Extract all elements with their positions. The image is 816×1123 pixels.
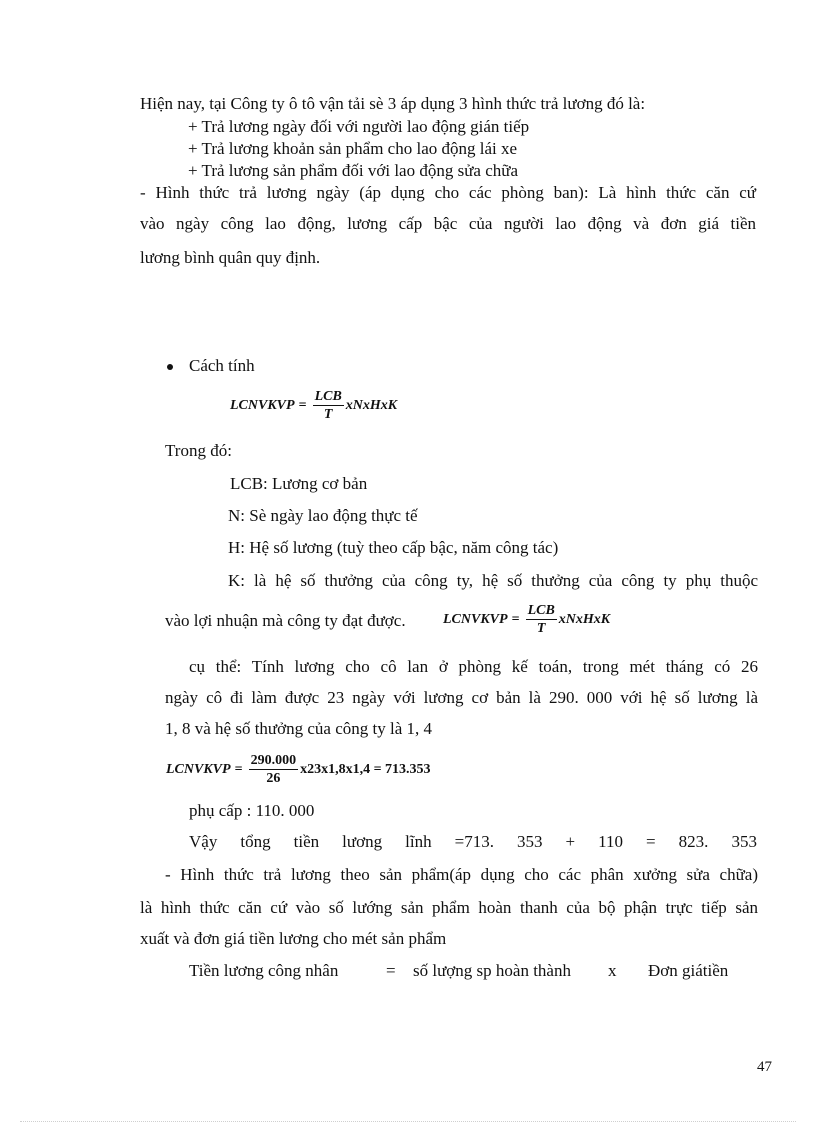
total-word: 353 — [516, 832, 543, 851]
definition-item: H: Hệ số lương (tuỳ theo cấp bậc, năm công tác) — [228, 538, 559, 557]
wage-equation-part: Tiền lương công nhân — [189, 961, 339, 980]
definition-continuation: vào lợi nhuận mà công ty đạt được. — [165, 611, 406, 630]
formula-lhs: LCNVKVP — [230, 397, 295, 413]
total-word: tiền — [293, 832, 320, 851]
bullet-icon — [167, 364, 173, 370]
list-item: + Trả lương ngày đối với người lao động gián tiếp — [188, 117, 530, 136]
total-word: 823. — [678, 832, 709, 851]
formula-equals: = — [298, 397, 307, 413]
total-word: + — [565, 832, 576, 851]
formula-denominator: 26 — [266, 771, 281, 786]
product-wage-line: - Hình thức trả lương theo sản phẩm(áp dụng cho các phân xưởng sửa chữa) — [165, 865, 758, 884]
intro-line: Hiện nay, tại Công ty ô tô vận tải sè 3 áp dụng 3 hình thức trả lương đó là: — [140, 94, 646, 113]
example-line: cụ thể: Tính lương cho cô lan ở phòng kế toán, trong mét tháng có 26 — [189, 657, 758, 676]
total-word: 110 — [598, 832, 624, 851]
formula-lhs: LCNVKVP — [166, 761, 231, 777]
formula-denominator: T — [536, 621, 546, 636]
definition-item: LCB: Lương cơ bản — [230, 474, 368, 493]
definition-item: K: là hệ số thưởng của công ty, hệ số thưởng của công ty phụ thuộc — [228, 571, 758, 590]
total-salary-line — [189, 831, 757, 853]
formula-rhs: x23x1,8x1,4 = 713.353 — [300, 761, 431, 777]
example-line: 1, 8 và hệ số thưởng của công ty là 1, 4 — [165, 719, 433, 738]
allowance-line: phụ cấp : 110. 000 — [189, 801, 315, 820]
total-word: =713. — [454, 832, 494, 851]
wage-equation-part: = — [386, 961, 396, 980]
total-word: 353 — [731, 832, 757, 851]
total-word: Vậy — [189, 832, 218, 851]
daily-wage-line: - Hình thức trả lương ngày (áp dụng cho các phòng ban): Là hình thức căn cứ — [140, 183, 756, 202]
list-item: + Trả lương khoản sản phẩm cho lao động lái xe — [188, 139, 518, 158]
product-wage-line: là hình thức căn cứ vào số lướng sản phẩm hoàn thanh của bộ phận trực tiếp sản — [140, 898, 758, 917]
example-formula — [166, 752, 431, 787]
daily-wage-line: vào ngày công lao động, lương cấp bậc của người lao động và đơn giá tiền — [140, 214, 756, 233]
page-number: 47 — [757, 1059, 772, 1075]
formula-rhs: xNxHxK — [558, 611, 611, 627]
definition-item: N: Sè ngày lao động thực tế — [228, 506, 418, 525]
example-line: ngày cô đi làm được 23 ngày với lương cơ bản là 290. 000 với hệ số lương là — [165, 688, 758, 707]
formula-rhs: xNxHxK — [345, 397, 398, 413]
formula-numerator: LCB — [314, 389, 342, 404]
formula-numerator: LCB — [527, 603, 555, 618]
total-word: = — [646, 832, 656, 851]
total-word: tổng — [240, 832, 271, 851]
where-label: Trong đó: — [165, 441, 232, 460]
wage-equation-part: Đơn giátiền — [648, 961, 729, 980]
formula-denominator: T — [323, 407, 333, 422]
product-wage-line: xuất và đơn giá tiền lương cho mét sản phẩm — [140, 929, 447, 948]
formula-equals: = — [511, 611, 520, 627]
wage-equation-part: x — [608, 961, 617, 980]
formula-lhs: LCNVKVP — [443, 611, 508, 627]
salary-formula — [230, 388, 397, 423]
list-item: + Trả lương sản phẩm đối với lao động sửa chữa — [188, 161, 519, 180]
salary-formula-inline — [443, 602, 610, 637]
wage-equation-part: số lượng sp hoàn thành — [413, 961, 571, 980]
footer-divider — [20, 1121, 796, 1122]
daily-wage-line: lương bình quân quy định. — [140, 248, 321, 267]
calc-bullet-label: Cách tính — [189, 356, 255, 375]
formula-equals: = — [234, 761, 243, 777]
total-word: lương — [342, 832, 383, 851]
total-word: lĩnh — [405, 832, 432, 851]
formula-numerator: 290.000 — [250, 753, 297, 768]
